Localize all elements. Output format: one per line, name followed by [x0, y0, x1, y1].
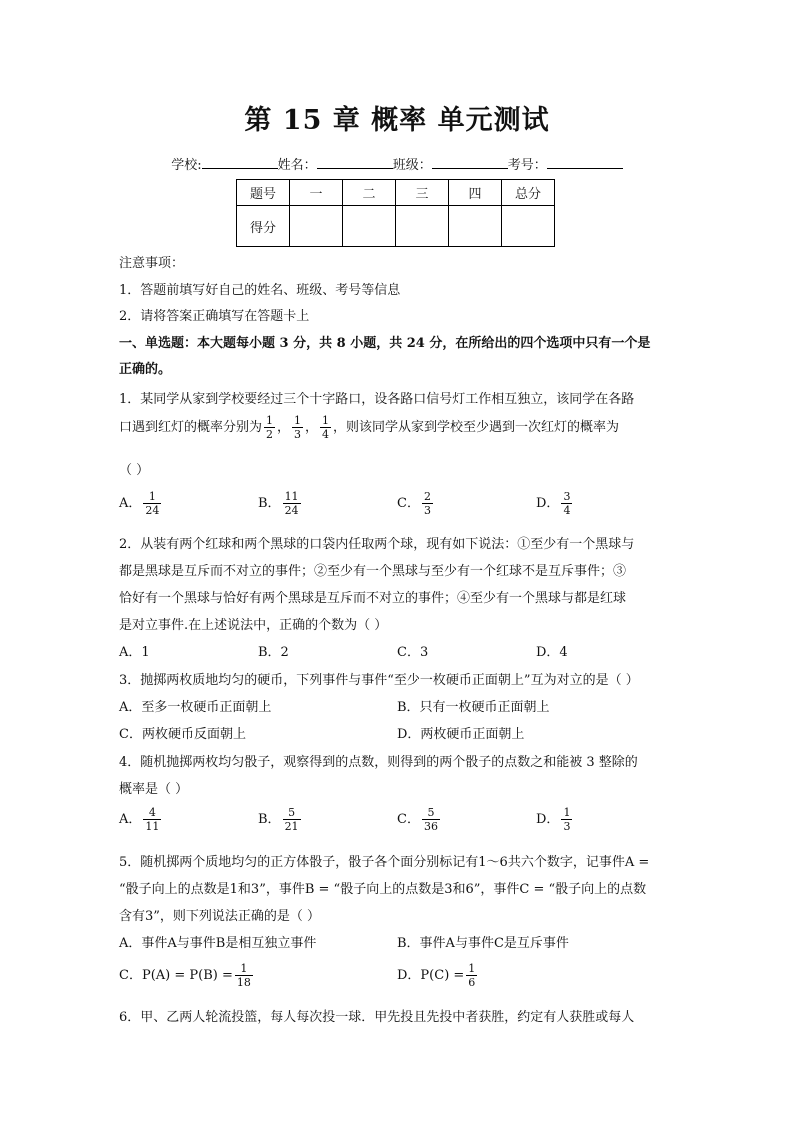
fraction: $\frac{1}{3}$: [294, 414, 302, 441]
option-d[interactable]: D． $\frac{3}{4}$: [536, 490, 571, 517]
score-header: 题号: [237, 180, 290, 206]
score-header: 二: [343, 180, 396, 206]
class-blank[interactable]: [432, 154, 508, 169]
question-4-line: 4．随机抛掷两枚均匀骰子，观察得到的点数，则得到的两个骰子的点数之和能被 3 整除的: [119, 755, 638, 770]
option-a[interactable]: A．事件A与事件B是相互独立事件: [119, 936, 317, 951]
option-d[interactable]: D． $\frac{1}{3}$: [536, 806, 571, 833]
option-d[interactable]: D．4: [536, 645, 568, 660]
question-5-line: 5．随机掷两个质地均匀的正方体骰子，骰子各个面分别标记有1～6共六个数字，记事件A =: [119, 855, 650, 870]
notes-heading: 注意事项：: [119, 256, 185, 271]
option-d[interactable]: D．两枚硬币正面朝上: [397, 727, 525, 742]
option-c[interactable]: C． $\frac{5}{36}$: [397, 806, 438, 833]
student-info: [0, 154, 794, 173]
question-1-line: 1．某同学从家到学校要经过三个十字路口，设各路口信号灯工作相互独立，该同学在各路: [119, 392, 635, 407]
question-5-line: “骰子向上的点数是1和3”，事件B = “骰子向上的点数是3和6”，事件C = “骰子向上的点数: [119, 882, 647, 897]
option-b[interactable]: B． $\frac{11}{24}$: [258, 490, 299, 517]
name-label: 姓名：: [277, 158, 317, 173]
score-header: 三: [396, 180, 449, 206]
page-title: 第 15 章 概率 单元测试: [244, 105, 550, 136]
question-2-line: 2．从装有两个红球和两个黑球的口袋内任取两个球，现有如下说法：①至少有一个黑球与: [119, 537, 635, 552]
question-6-line: 6．甲、乙两人轮流投篮，每人每次投一球．甲先投且先投中者获胜，约定有人获胜或每人: [119, 1010, 635, 1025]
exam-no-label: 考号：: [507, 158, 547, 173]
school-label: 学校:: [171, 158, 202, 173]
score-header: 四: [449, 180, 502, 206]
answer-paren: （ ）: [119, 463, 150, 478]
fraction: $\frac{1}{4}$: [322, 414, 330, 441]
score-header: 总分: [502, 180, 555, 206]
score-cell[interactable]: [343, 206, 396, 247]
option-a[interactable]: A． $\frac{1}{24}$: [119, 490, 160, 517]
question-3-line: 3．抛掷两枚质地均匀的硬币，下列事件与事件“至少一枚硬币正面朝上”互为对立的是（ ）: [119, 673, 639, 688]
question-5-line: 含有3”，则下列说法正确的是（ ）: [119, 909, 321, 924]
option-b[interactable]: B． $\frac{5}{21}$: [258, 806, 299, 833]
option-b[interactable]: B．只有一枚硬币正面朝上: [397, 700, 550, 715]
note-item: 1．答题前填写好自己的姓名、班级、考号等信息: [119, 283, 401, 298]
option-c[interactable]: C．P(A) = P(B) = $\frac{1}{18}$: [119, 962, 251, 989]
question-4-line: 概率是（ ）: [119, 782, 189, 797]
score-header: 一: [290, 180, 343, 206]
note-item: 2．请将答案正确填写在答题卡上: [119, 309, 310, 324]
score-table: [236, 179, 555, 247]
option-c[interactable]: C．3: [397, 645, 429, 660]
score-cell[interactable]: [502, 206, 555, 247]
option-a[interactable]: A． $\frac{4}{11}$: [119, 806, 160, 833]
option-b[interactable]: B．事件A与事件C是互斥事件: [397, 936, 569, 951]
name-blank[interactable]: [317, 154, 393, 169]
question-1-line: 口遇到红灯的概率分别为 $\frac{1}{2}$ ， $\frac{1}{3}$ ， $\frac{1}{4}$ ，则该同学从家到学校至少遇到一次红灯的概率为: [119, 414, 620, 441]
class-label: 班级：: [392, 158, 432, 173]
score-cell[interactable]: [290, 206, 343, 247]
exam-no-blank[interactable]: [547, 154, 623, 169]
score-row-label: 得分: [237, 206, 290, 247]
question-2-line: 都是黑球是互斥而不对立的事件；②至少有一个黑球与至少有一个红球不是互斥事件；③: [119, 564, 627, 579]
question-1-text: ，则该同学从家到学校至少遇到一次红灯的概率为: [333, 420, 620, 435]
option-a[interactable]: A．1: [119, 645, 150, 660]
option-c[interactable]: C．两枚硬币反面朝上: [119, 727, 246, 742]
question-2-line: 是对立事件.在上述说法中，正确的个数为（ ）: [119, 618, 388, 633]
section-heading-cont: 正确的。: [119, 362, 172, 377]
fraction: $\frac{1}{2}$: [266, 414, 274, 441]
section-heading: 一、单选题：本大题每小题 3 分，共 8 小题，共 24 分，在所给出的四个选项中只有一个是: [119, 336, 651, 351]
option-d[interactable]: D．P(C) = $\frac{1}{6}$: [397, 962, 476, 989]
score-cell[interactable]: [449, 206, 502, 247]
score-cell[interactable]: [396, 206, 449, 247]
option-a[interactable]: A．至多一枚硬币正面朝上: [119, 700, 272, 715]
school-blank[interactable]: [202, 154, 278, 169]
option-c[interactable]: C． $\frac{2}{3}$: [397, 490, 431, 517]
question-2-line: 恰好有一个黑球与恰好有两个黑球是互斥而不对立的事件；④至少有一个黑球与都是红球: [119, 591, 627, 606]
question-1-text: 口遇到红灯的概率分别为: [119, 420, 263, 435]
option-b[interactable]: B．2: [258, 645, 289, 660]
